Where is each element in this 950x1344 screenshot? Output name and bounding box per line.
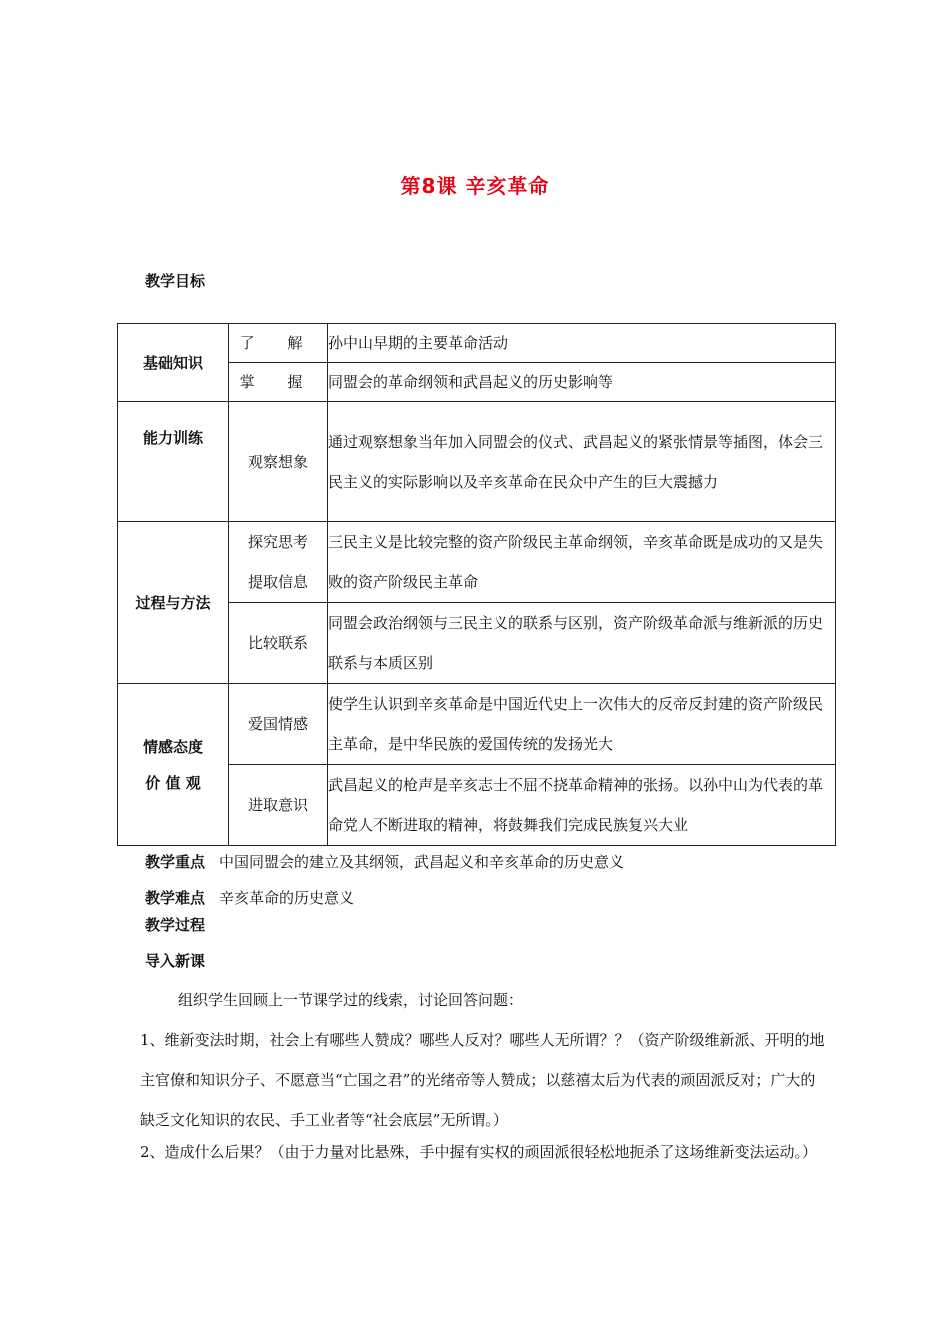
- table-row: [118, 402, 836, 522]
- description-cell: 三民主义是比较完整的资产阶级民主革命纲领，辛亥革命既是成功的又是失败的资产阶级民主革命: [328, 522, 836, 603]
- description-cell: 使学生认识到辛亥革命是中国近代史上一次伟大的反帝反封建的资产阶级民主革命，是中华民族的爱国传统的发扬光大: [328, 684, 836, 765]
- question-1: 1、维新变法时期，社会上有哪些人赞成？哪些人反对？哪些人无所谓？？（资产阶级维新派、开明的地主官僚和知识分子、不愿意当“亡国之君”的光绪帝等人赞成；以慈禧太后为代表的顽固派反对；广大的缺乏文化知识的农民、手工业者等“社会底层”无所谓。）: [140, 1031, 825, 1129]
- difficult-point-label: 教学难点: [145, 889, 206, 907]
- category-label: 能力训练: [142, 429, 203, 447]
- intro-heading: 导入新课: [145, 952, 206, 970]
- objectives-table: [117, 323, 836, 846]
- objectives-heading: 教学目标: [145, 272, 206, 290]
- intro-text: 组织学生回顾上一节课学过的线索，讨论回答问题：: [178, 991, 524, 1009]
- category-emotion: [118, 684, 229, 846]
- sub-label: 了 解: [229, 324, 328, 363]
- difficult-point-text: 辛亥革命的历史意义: [219, 889, 355, 907]
- table-row: [118, 522, 836, 603]
- category-process: [118, 522, 229, 684]
- sub-label: 掌 握: [229, 363, 328, 402]
- description-cell: 同盟会政治纲领与三民主义的联系与区别，资产阶级革命派与维新派的历史联系与本质区别: [328, 603, 836, 684]
- description-cell: 同盟会的革命纲领和武昌起义的历史影响等: [328, 363, 836, 402]
- sub-label: 观察想象: [229, 402, 328, 522]
- table-row: [118, 324, 836, 363]
- description-cell: 武昌起义的枪声是辛亥志士不屈不挠革命精神的张扬。以孙中山为代表的革命党人不断进取的精神，将鼓舞我们完成民族复兴大业: [328, 765, 836, 846]
- question-2: 2、造成什么后果？（由于力量对比悬殊，手中握有实权的顽固派很轻松地扼杀了这场维新变法运动。）: [140, 1143, 818, 1161]
- category-ability: [118, 402, 229, 522]
- category-label: 过程与方法: [135, 593, 211, 612]
- key-point-text: 中国同盟会的建立及其纲领，武昌起义和辛亥革命的历史意义: [219, 853, 625, 871]
- process-heading: 教学过程: [145, 916, 206, 934]
- key-point-row: [145, 842, 624, 882]
- category-label: 基础知识: [142, 353, 203, 372]
- page-title: 第8课 辛亥革命: [400, 174, 550, 198]
- description-cell: 孙中山早期的主要革命活动: [328, 324, 836, 363]
- sub-label: 进取意识: [229, 765, 328, 846]
- sub-label: 提取信息: [247, 573, 308, 591]
- category-label: 情感态度: [142, 737, 203, 756]
- difficult-point-row: [145, 878, 354, 918]
- key-point-label: 教学重点: [145, 853, 206, 871]
- sub-label: 探究思考: [247, 533, 308, 551]
- category-label: 价 值 观: [145, 773, 201, 792]
- description-cell: 通过观察想象当年加入同盟会的仪式、武昌起义的紧张情景等插图，体会三民主义的实际影响以及辛亥革命在民众中产生的巨大震撼力: [328, 402, 836, 522]
- category-basic: [118, 324, 229, 402]
- table-row: [118, 684, 836, 765]
- sub-label: 爱国情感: [229, 684, 328, 765]
- sub-label: 比较联系: [229, 603, 328, 684]
- sub-label-pair: [229, 522, 328, 603]
